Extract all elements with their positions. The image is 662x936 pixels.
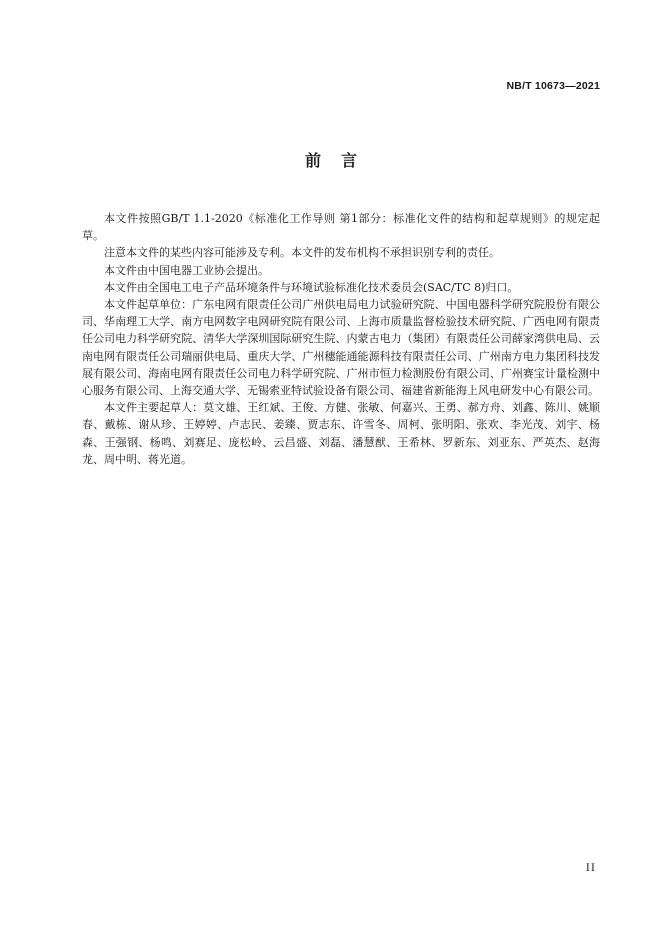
paragraph-committee: 本文件由全国电工电子产品环境条件与环境试验标准化技术委员会(SAC/TC 8)归口。: [104, 280, 519, 294]
paragraph-patent-notice: 注意本文件的某些内容可能涉及专利。本文件的发布机构不承担识别专利的责任。: [104, 246, 500, 260]
paragraph-proposer: 本文件由中国电器工业协会提出。: [104, 263, 269, 277]
document-code: NB/T 10673—2021: [506, 80, 600, 92]
paragraph-drafting-rules: 本文件按照GB/T 1.1-2020《标准化工作导则 第1部分：标准化文件的结构和起草规则》的规定起草。: [82, 212, 600, 243]
paragraph-drafters: 本文件主要起草人：莫文雄、王红斌、王俊、方健、张敏、何嘉兴、王勇、郝方舟、刘鑫、陈川、姚顺春、戴栋、谢从珍、王婷婷、卢志民、姜臻、贾志东、许雪冬、周柯、张明阳、张欢、李光茂、刘宇、杨森、王强钢、杨鸣、刘赛足、庞松岭、云昌盛、刘磊、潘慧猷、王希林、罗新东、刘亚东、严英杰、赵海龙、周中明、蒋光道。: [82, 401, 600, 466]
page-number: II: [585, 862, 596, 874]
paragraph-drafting-organizations: 本文件起草单位：广东电网有限责任公司广州供电局电力试验研究院、中国电器科学研究院股份有限公司、华南理工大学、南方电网数字电网研究院有限公司、上海市质量监督检验技术研究院、广西电网有限责任公司电力科学研究院、清华大学深圳国际研究生院、内蒙古电力（集团）有限责任公司薛家湾供电局、云南电网有限责任公司瑞丽供电局、重庆大学、广州穗能通能源科技有限责任公司、广州南方电力集团科技发展有限公司、海南电网有限责任公司电力科学研究院、广州市恒力检测股份有限公司、广州赛宝计量检测中心服务有限公司、上海交通大学、无锡索亚特试验设备有限公司、福建省新能海上风电研发中心有限公司。: [82, 298, 600, 398]
foreword-body: [82, 210, 600, 468]
page-title: 前言: [304, 151, 377, 170]
